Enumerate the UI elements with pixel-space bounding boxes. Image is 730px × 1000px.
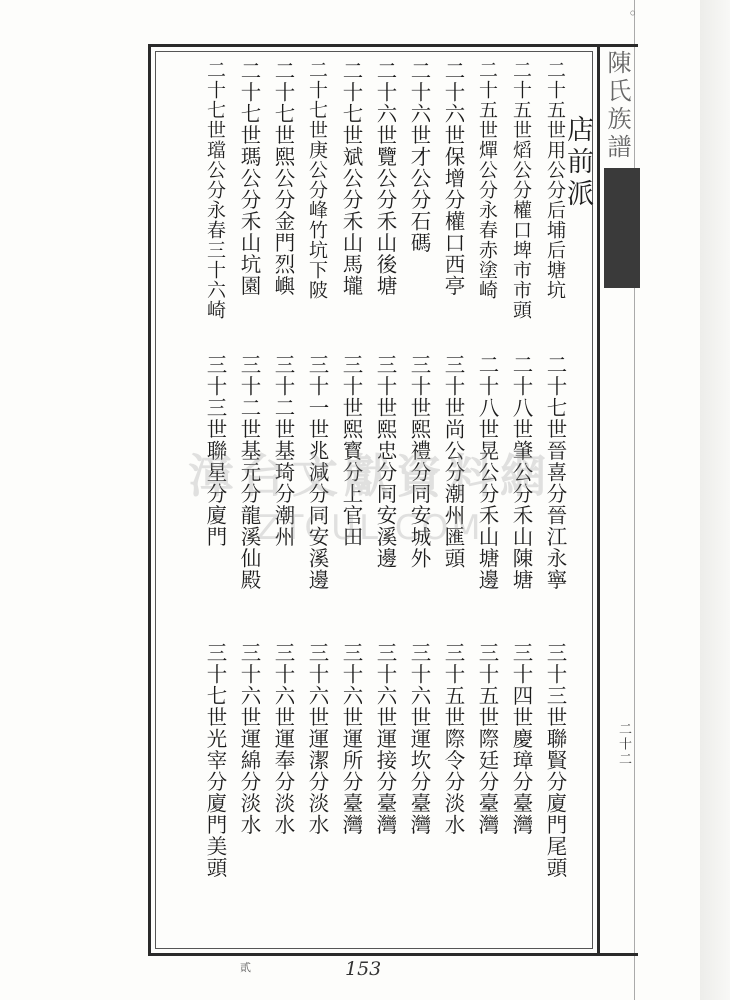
lineage-entry: 二十七世熙公分金門烈嶼 (271, 60, 295, 297)
lineage-entry: 三十六世運坎分臺灣 (407, 642, 431, 836)
lineage-entry: 二十六世保增分權口西亭 (441, 60, 465, 297)
branch-heading: 店前派 (562, 115, 593, 211)
lineage-entry: 三十二世基元分龍溪仙殿 (237, 354, 261, 591)
lineage-entry: 二十八世晃公分禾山塘邊 (475, 354, 499, 591)
lineage-entry: 三十二世基琦分潮州 (271, 354, 295, 548)
lineage-entry: 三十世熙忠分同安溪邊 (373, 354, 397, 569)
lineage-entry: 二十七世瑪公分禾山坑園 (237, 60, 261, 297)
lineage-entry: 二十六世才公分石碼 (407, 60, 431, 254)
lineage-entry: 二十七世斌公分禾山馬壠 (339, 60, 363, 297)
lineage-entry: 三十六世運奉分淡水 (271, 642, 295, 836)
lineage-entry: 三十三世聯星分廈門 (203, 354, 227, 548)
lineage-entry: 三十六世運接分臺灣 (373, 642, 397, 836)
margin-fishtail-block (604, 168, 640, 288)
lineage-entry: 三十五世際廷分臺灣 (475, 642, 499, 836)
lineage-entry: 三十世尚公分潮州匯頭 (441, 354, 465, 569)
lineage-entry: 二十五世熖公分權口埤市市頭 (510, 60, 532, 320)
lineage-entry: 三十世熙寳分上官田 (339, 354, 363, 548)
lineage-entry: 三十七世光宰分廈門美頭 (203, 642, 227, 879)
watermark-chinese: 漳台文獻資料網 (188, 449, 552, 503)
watermark-latin: ZTCUL.COM (256, 508, 484, 548)
lineage-entry: 二十七世璫公分永春三十六崎 (204, 60, 226, 320)
lineage-entry: 三十五世際令分淡水 (441, 642, 465, 836)
lineage-entry: 二十五世燀公分永春赤塗崎 (476, 60, 498, 300)
lineage-entry: 三十六世運所分臺灣 (339, 642, 363, 836)
corner-mark: 貳 (240, 961, 251, 974)
lineage-entry: 三十六世運綿分淡水 (237, 642, 261, 836)
lineage-entry: 三十一世兆減分同安溪邊 (305, 354, 329, 591)
lineage-entry: 三十四世慶璋分臺灣 (509, 642, 533, 836)
page-number: 153 (345, 958, 382, 980)
lineage-entry: 三十三世聯賢分廈門尾頭 (543, 642, 567, 879)
lineage-entry: 三十六世運潔分淡水 (305, 642, 329, 836)
margin-book-title: 陳氏族譜 (603, 50, 631, 162)
book-edge (700, 0, 730, 1000)
lineage-entry: 二十七世晉喜分晉江永寧 (543, 354, 567, 591)
margin-folio-number: 二十二 (616, 722, 631, 767)
lineage-entry: 二十八世肇公分禾山陳塘 (509, 354, 533, 591)
lineage-entry: 二十七世庚公分峰竹坑下陂 (306, 60, 328, 300)
lineage-entry: 二十五世用公分后埔后塘坑 (544, 60, 566, 300)
lineage-entry: 二十六世覽公分禾山後塘 (373, 60, 397, 297)
top-corner-mark: ◦ (628, 4, 638, 23)
lineage-entry: 三十世熙禮分同安城外 (407, 354, 431, 569)
